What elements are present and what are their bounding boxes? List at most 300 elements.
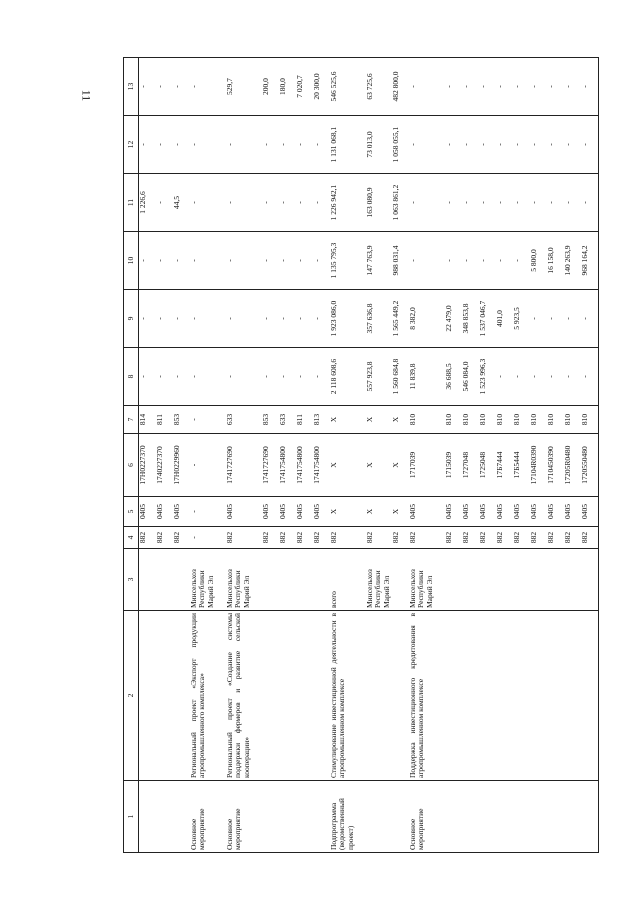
amount-cell: - (547, 174, 564, 232)
budget-code-cell: 1727048 (462, 434, 479, 497)
amount-cell: - (496, 58, 513, 116)
table-row (366, 58, 392, 853)
budget-code-cell: 0405 (564, 497, 581, 527)
budget-code-cell: 882 (139, 527, 157, 549)
event-type-cell (513, 781, 530, 853)
budget-table (123, 57, 599, 853)
amount-cell: - (564, 116, 581, 174)
amount-cell: - (547, 290, 564, 348)
column-number-header: 6 (124, 434, 139, 497)
budget-code-cell: 0405 (296, 497, 313, 527)
amount-cell: 73 013,0 (366, 116, 392, 174)
event-type-cell: Подпрограмма (ведомственный проект) (330, 781, 366, 853)
event-type-cell: Основное мероприятие (190, 781, 226, 853)
amount-cell: 1 135 795,3 (330, 232, 366, 290)
table-row (530, 58, 547, 853)
amount-cell: - (296, 290, 313, 348)
amount-cell: - (513, 232, 530, 290)
executor-cell: Минсельхоз Республики Марий Эл (409, 549, 445, 611)
amount-cell: - (547, 58, 564, 116)
amount-cell: - (139, 116, 157, 174)
amount-cell: - (190, 348, 226, 406)
executor-cell (547, 549, 564, 611)
amount-cell: - (279, 116, 296, 174)
amount-cell: - (313, 174, 330, 232)
column-number-header: 7 (124, 406, 139, 434)
executor-cell (462, 549, 479, 611)
amount-cell: 5 923,5 (513, 290, 530, 348)
amount-cell: 11 839,8 (409, 348, 445, 406)
amount-cell: - (139, 290, 157, 348)
amount-cell: - (462, 174, 479, 232)
amount-cell: 36 688,5 (445, 348, 462, 406)
amount-cell: - (139, 232, 157, 290)
event-name-cell (173, 611, 190, 781)
budget-code-cell: 0405 (226, 497, 262, 527)
amount-cell: - (547, 348, 564, 406)
amount-cell: - (496, 116, 513, 174)
amount-cell: - (156, 116, 173, 174)
amount-cell: - (479, 174, 496, 232)
amount-cell: - (156, 232, 173, 290)
amount-cell: 1 537 046,7 (479, 290, 496, 348)
amount-cell: - (226, 290, 262, 348)
budget-code-cell: 0405 (445, 497, 462, 527)
event-name-cell (296, 611, 313, 781)
amount-cell: - (262, 290, 279, 348)
budget-code-cell: 882 (173, 527, 190, 549)
amount-cell: - (173, 232, 190, 290)
amount-cell: 5 800,0 (530, 232, 547, 290)
amount-cell: 44,5 (173, 174, 190, 232)
budget-code-cell: 882 (392, 527, 409, 549)
amount-cell: - (313, 232, 330, 290)
amount-cell: - (279, 348, 296, 406)
amount-cell: - (445, 232, 462, 290)
budget-code-cell: 853 (262, 406, 279, 434)
budget-code-cell: 882 (409, 527, 445, 549)
executor-cell (262, 549, 279, 611)
event-type-cell (564, 781, 581, 853)
executor-cell (445, 549, 462, 611)
amount-cell: - (513, 58, 530, 116)
event-name-cell (279, 611, 296, 781)
table-row (581, 58, 599, 853)
event-name-cell (156, 611, 173, 781)
event-name-cell (445, 611, 462, 781)
amount-cell: 140 263,9 (564, 232, 581, 290)
event-type-cell: Основное мероприятие (409, 781, 445, 853)
budget-code-cell: - (190, 434, 226, 497)
budget-code-cell: 810 (409, 406, 445, 434)
budget-code-cell: 853 (173, 406, 190, 434)
budget-code-cell: 0405 (313, 497, 330, 527)
event-type-cell (530, 781, 547, 853)
event-type-cell: Основное мероприятие (226, 781, 262, 853)
column-number-header: 13 (124, 58, 139, 116)
budget-code-cell: 1740227370 (156, 434, 173, 497)
budget-code-cell: 17Н0229960 (173, 434, 190, 497)
budget-code-cell: 882 (445, 527, 462, 549)
budget-code-cell: 814 (139, 406, 157, 434)
column-number-header: 9 (124, 290, 139, 348)
amount-cell: 546 525,6 (330, 58, 366, 116)
page-number: 11 (79, 89, 94, 102)
table-row (462, 58, 479, 853)
amount-cell: 63 725,6 (366, 58, 392, 116)
amount-cell: - (409, 174, 445, 232)
table-row (479, 58, 496, 853)
budget-code-cell: 1717039 (409, 434, 445, 497)
event-type-cell (296, 781, 313, 853)
amount-cell: - (564, 174, 581, 232)
budget-code-cell: 0405 (409, 497, 445, 527)
amount-cell: - (139, 348, 157, 406)
budget-code-cell: X (366, 406, 392, 434)
event-name-cell (479, 611, 496, 781)
amount-cell: - (462, 232, 479, 290)
executor-cell (496, 549, 513, 611)
budget-code-cell: 882 (313, 527, 330, 549)
amount-cell: - (226, 174, 262, 232)
amount-cell: - (564, 290, 581, 348)
amount-cell: - (445, 58, 462, 116)
amount-cell: 1 058 055,1 (392, 116, 409, 174)
amount-cell: 1 063 861,2 (392, 174, 409, 232)
budget-code-cell: 1741754800 (279, 434, 296, 497)
amount-cell: - (581, 58, 599, 116)
executor-cell (479, 549, 496, 611)
amount-cell: - (226, 232, 262, 290)
table-row (139, 58, 157, 853)
budget-code-cell: X (366, 497, 392, 527)
budget-code-cell: 882 (530, 527, 547, 549)
event-name-cell (496, 611, 513, 781)
budget-code-cell: 1741754800 (313, 434, 330, 497)
budget-code-cell: 882 (479, 527, 496, 549)
column-number-header: 2 (124, 611, 139, 781)
column-number-header: 4 (124, 527, 139, 549)
table-row (173, 58, 190, 853)
event-type-cell (139, 781, 157, 853)
event-type-cell (279, 781, 296, 853)
event-name-cell: Стимулирование инвестиционной деятельности в агропромышленном комплексе (330, 611, 366, 781)
amount-cell: 8 382,0 (409, 290, 445, 348)
amount-cell: - (279, 232, 296, 290)
budget-code-cell: 882 (462, 527, 479, 549)
column-number-header: 3 (124, 549, 139, 611)
budget-code-cell: 810 (479, 406, 496, 434)
event-type-cell (366, 781, 392, 853)
amount-cell: 16 158,0 (547, 232, 564, 290)
table-row (513, 58, 530, 853)
event-name-cell (313, 611, 330, 781)
table-row (547, 58, 564, 853)
column-number-header: 1 (124, 781, 139, 853)
budget-code-cell: 882 (330, 527, 366, 549)
event-type-cell (262, 781, 279, 853)
amount-cell: 1 226 942,1 (330, 174, 366, 232)
amount-cell: - (462, 58, 479, 116)
amount-cell: - (530, 348, 547, 406)
event-name-cell (462, 611, 479, 781)
amount-cell: 357 636,8 (366, 290, 392, 348)
event-name-cell (564, 611, 581, 781)
event-type-cell (392, 781, 409, 853)
table-row (296, 58, 313, 853)
budget-code-cell: 810 (547, 406, 564, 434)
event-type-cell (581, 781, 599, 853)
budget-code-cell: 633 (279, 406, 296, 434)
budget-code-cell: 1715039 (445, 434, 462, 497)
column-number-header: 12 (124, 116, 139, 174)
budget-code-cell: 882 (366, 527, 392, 549)
table-row (409, 58, 445, 853)
budget-code-cell: 1741727690 (262, 434, 279, 497)
table-row (279, 58, 296, 853)
amount-cell: 482 800,0 (392, 58, 409, 116)
amount-cell: 1 131 068,1 (330, 116, 366, 174)
executor-cell (156, 549, 173, 611)
budget-code-cell: 882 (262, 527, 279, 549)
amount-cell: 147 763,9 (366, 232, 392, 290)
event-type-cell (313, 781, 330, 853)
event-type-cell (173, 781, 190, 853)
amount-cell: - (190, 174, 226, 232)
amount-cell: 1 565 449,2 (392, 290, 409, 348)
budget-code-cell: X (392, 497, 409, 527)
event-name-cell: Региональный проект «Экспорт продукции агропромышленного комплекса» (190, 611, 226, 781)
amount-cell: - (190, 58, 226, 116)
amount-cell: 22 479,0 (445, 290, 462, 348)
budget-code-cell: 1741754800 (296, 434, 313, 497)
budget-code-cell: 810 (530, 406, 547, 434)
executor-cell (296, 549, 313, 611)
amount-cell: 348 853,8 (462, 290, 479, 348)
amount-cell: - (547, 116, 564, 174)
amount-cell: - (226, 348, 262, 406)
budget-code-cell: 0405 (462, 497, 479, 527)
column-number-header: 11 (124, 174, 139, 232)
amount-cell: - (409, 116, 445, 174)
budget-code-cell: 17Б7444 (496, 434, 513, 497)
table-row (190, 58, 226, 853)
amount-cell: - (581, 174, 599, 232)
table-row (156, 58, 173, 853)
executor-cell (564, 549, 581, 611)
budget-code-cell: 882 (564, 527, 581, 549)
table-row (313, 58, 330, 853)
budget-code-cell: 811 (296, 406, 313, 434)
budget-code-cell: 811 (156, 406, 173, 434)
amount-cell: - (173, 348, 190, 406)
executor-cell (279, 549, 296, 611)
budget-code-cell: 633 (226, 406, 262, 434)
table-row (392, 58, 409, 853)
amount-cell: - (173, 290, 190, 348)
amount-cell: - (479, 58, 496, 116)
event-type-cell (156, 781, 173, 853)
amount-cell: 1 523 996,3 (479, 348, 496, 406)
budget-code-cell: 882 (296, 527, 313, 549)
table-row (445, 58, 462, 853)
budget-code-cell: 1710450390 (547, 434, 564, 497)
budget-code-cell: 1725048 (479, 434, 496, 497)
budget-code-cell: 0405 (513, 497, 530, 527)
amount-cell: - (513, 348, 530, 406)
budget-code-cell: X (392, 406, 409, 434)
budget-code-cell: 882 (513, 527, 530, 549)
executor-cell: Минсельхоз Республики Марий Эл (366, 549, 392, 611)
budget-code-cell: 0405 (279, 497, 296, 527)
executor-cell (513, 549, 530, 611)
amount-cell: - (581, 116, 599, 174)
amount-cell: - (262, 348, 279, 406)
amount-cell: - (296, 348, 313, 406)
amount-cell: - (173, 58, 190, 116)
amount-cell: - (262, 174, 279, 232)
amount-cell: - (479, 116, 496, 174)
amount-cell: - (156, 348, 173, 406)
rotated-table-wrapper (123, 58, 589, 853)
amount-cell: - (190, 232, 226, 290)
amount-cell: - (530, 290, 547, 348)
budget-code-cell: 882 (226, 527, 262, 549)
event-type-cell (445, 781, 462, 853)
budget-code-cell: 813 (313, 406, 330, 434)
amount-cell: - (279, 290, 296, 348)
budget-code-cell: 1741727690 (226, 434, 262, 497)
amount-cell: - (296, 174, 313, 232)
budget-code-cell: 0405 (547, 497, 564, 527)
budget-code-cell: 0405 (156, 497, 173, 527)
amount-cell: - (409, 232, 445, 290)
amount-cell: - (513, 174, 530, 232)
budget-code-cell: 17104R0390 (530, 434, 547, 497)
executor-cell (173, 549, 190, 611)
column-number-header: 10 (124, 232, 139, 290)
amount-cell: 988 031,4 (392, 232, 409, 290)
budget-code-cell: 882 (156, 527, 173, 549)
budget-code-cell: 810 (564, 406, 581, 434)
amount-cell: - (190, 116, 226, 174)
executor-cell: Минсельхоз Республики Марий Эл (190, 549, 226, 611)
amount-cell: - (190, 290, 226, 348)
amount-cell: - (156, 290, 173, 348)
budget-code-cell: 17Б5444 (513, 434, 530, 497)
amount-cell: - (156, 58, 173, 116)
amount-cell: - (262, 116, 279, 174)
executor-cell (313, 549, 330, 611)
amount-cell: 557 923,8 (366, 348, 392, 406)
event-name-cell: Поддержка инвестиционного кредитования в агропромышленном комплексе (409, 611, 445, 781)
executor-cell (392, 549, 409, 611)
event-type-cell (479, 781, 496, 853)
amount-cell: - (530, 58, 547, 116)
budget-code-cell: X (330, 434, 366, 497)
budget-code-cell: 810 (581, 406, 599, 434)
budget-code-cell: 810 (496, 406, 513, 434)
amount-cell: 180,0 (279, 58, 296, 116)
event-name-cell (513, 611, 530, 781)
table-row (496, 58, 513, 853)
budget-code-cell: 0405 (530, 497, 547, 527)
budget-code-cell: X (392, 434, 409, 497)
amount-cell: 1 560 684,8 (392, 348, 409, 406)
table-row (330, 58, 366, 853)
amount-cell: 2 118 608,6 (330, 348, 366, 406)
budget-code-cell: 882 (581, 527, 599, 549)
amount-cell: 529,7 (226, 58, 262, 116)
event-name-cell (581, 611, 599, 781)
budget-code-cell: 17205R0480 (564, 434, 581, 497)
amount-cell: 546 084,0 (462, 348, 479, 406)
table-row (564, 58, 581, 853)
amount-cell: 1 923 086,0 (330, 290, 366, 348)
event-type-cell (547, 781, 564, 853)
event-name-cell (366, 611, 392, 781)
amount-cell: 401,0 (496, 290, 513, 348)
amount-cell: - (279, 174, 296, 232)
column-number-header: 8 (124, 348, 139, 406)
amount-cell: - (409, 58, 445, 116)
amount-cell: - (445, 116, 462, 174)
amount-cell: - (513, 116, 530, 174)
amount-cell: - (462, 116, 479, 174)
amount-cell: - (296, 116, 313, 174)
budget-code-cell: X (366, 434, 392, 497)
amount-cell: 1 226,6 (139, 174, 157, 232)
amount-cell: - (581, 290, 599, 348)
amount-cell: - (479, 232, 496, 290)
amount-cell: 7 020,7 (296, 58, 313, 116)
table-row (262, 58, 279, 853)
executor-cell: всего (330, 549, 366, 611)
table-header-row (124, 58, 139, 853)
amount-cell: - (496, 348, 513, 406)
amount-cell: - (313, 348, 330, 406)
event-name-cell (262, 611, 279, 781)
budget-code-cell: 0405 (581, 497, 599, 527)
executor-cell (139, 549, 157, 611)
amount-cell: 20 300,0 (313, 58, 330, 116)
budget-code-cell: 810 (445, 406, 462, 434)
budget-code-cell: 0405 (173, 497, 190, 527)
budget-code-cell: 17Н0227370 (139, 434, 157, 497)
amount-cell: - (173, 116, 190, 174)
amount-cell: - (530, 174, 547, 232)
amount-cell: - (296, 232, 313, 290)
budget-code-cell: 810 (513, 406, 530, 434)
event-name-cell: Региональный проект «Создание системы поддержки фермеров и развитие сельской кооперации» (226, 611, 262, 781)
budget-code-cell: 882 (547, 527, 564, 549)
amount-cell: - (564, 348, 581, 406)
budget-code-cell: 0405 (139, 497, 157, 527)
table-row (226, 58, 262, 853)
amount-cell: - (581, 348, 599, 406)
budget-code-cell: 1720550480 (581, 434, 599, 497)
amount-cell: - (156, 174, 173, 232)
amount-cell: 200,0 (262, 58, 279, 116)
budget-code-cell: 810 (462, 406, 479, 434)
amount-cell: - (496, 174, 513, 232)
budget-code-cell: - (190, 497, 226, 527)
amount-cell: - (313, 116, 330, 174)
budget-code-cell: 0405 (262, 497, 279, 527)
budget-code-cell: 0405 (496, 497, 513, 527)
event-name-cell (392, 611, 409, 781)
amount-cell: - (564, 58, 581, 116)
